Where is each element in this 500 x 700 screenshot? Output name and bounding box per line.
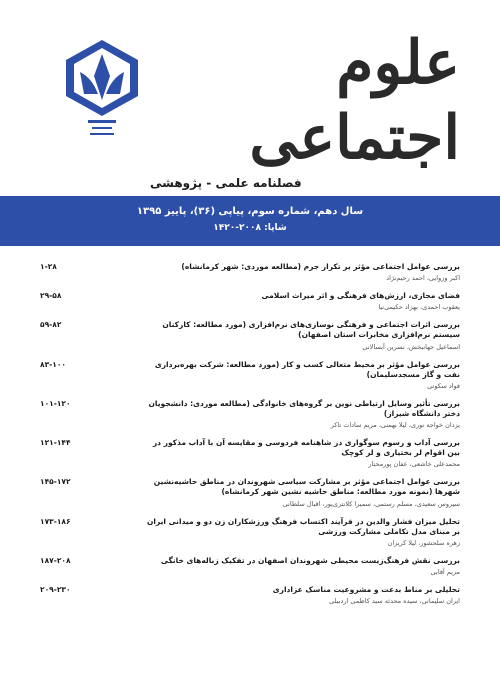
toc-title: بررسی عوامل مؤثر بر محیط متعالی کسب و کار (مورد مطالعه: شرکت بهره‌برداری نفت و گاز مسجدسلیمان) bbox=[154, 359, 460, 379]
table-of-contents bbox=[40, 262, 460, 614]
toc-pages: ۱۴۵-۱۷۲ bbox=[40, 477, 71, 487]
toc-title: بررسی آداب و رسوم سوگواری در شاهنامه فردوسی و مقایسه آن با آداب مذکور در بین اقوام لر بختیاری و لر کوچک bbox=[152, 438, 460, 458]
toc-pages: ۸۳-۱۰۰ bbox=[40, 359, 67, 369]
toc-title: تحلیلی بر مناط بدعت و مشروعیت مناسک عزاداری bbox=[272, 584, 460, 594]
toc-authors: یزدان خواجه نوری، لیلا بهمنی، مریم سادات تاکر bbox=[330, 421, 460, 429]
toc-authors: محمدعلی خاشعی، عفان پورمختار bbox=[368, 460, 460, 469]
toc-title: تحلیل میزان فشار والدین در فرآیند اکتساب فرهنگ ورزشکاران زن دو و میدانی ایران بر مبنای مدل تکاملی مشارکت ورزشی bbox=[146, 516, 460, 536]
toc-authors: اکبر وزوایی، احمد رحیم‌نژاد bbox=[386, 274, 460, 283]
toc-entry bbox=[40, 320, 460, 350]
toc-pages: ۱۸۷-۲۰۸ bbox=[40, 555, 71, 565]
toc-title: فضای مجازی، ارزش‌های فرهنگی و اثر میراث اسلامی bbox=[261, 291, 460, 301]
toc-entry bbox=[40, 291, 460, 311]
toc-pages: ۱۰۱-۱۲۰ bbox=[40, 398, 71, 408]
cover-header bbox=[0, 0, 500, 205]
journal-subtitle: فصلنامه علمی - پژوهشی bbox=[150, 176, 302, 190]
emblem-caption-line bbox=[92, 127, 112, 129]
toc-pages: ۲۰۹-۲۳۰ bbox=[40, 584, 71, 594]
toc-authors: اسماعیل جهانبخش، نسرین آبسالانی bbox=[362, 342, 460, 351]
toc-title: بررسی نقش فرهنگ‌زیست محیطی شهروندان اصفهان در تفکیک زباله‌های خانگی bbox=[160, 555, 460, 565]
toc-title: بررسی تأثیر وسایل ارتباطی نوین بر گروه‌های خانوادگی (مطالعه موردی: دانشجویان دختر دانشگاه شیراز) bbox=[148, 398, 460, 418]
toc-authors: مریم آقایی bbox=[430, 567, 460, 576]
toc-authors: یعقوب احمدی، بهزاد حکیمی‌نیا bbox=[378, 303, 460, 312]
emblem-caption-line bbox=[90, 133, 114, 135]
toc-authors: سیروس سعیدی، مسلم رستمی، سمیرا کلانتری‌پور، اقبال سلطانی bbox=[282, 499, 460, 508]
toc-entry bbox=[40, 262, 460, 282]
toc-entry bbox=[40, 399, 460, 429]
toc-entry bbox=[40, 438, 460, 468]
issue-band bbox=[0, 196, 500, 246]
toc-pages: ۱-۲۸ bbox=[40, 262, 57, 271]
toc-pages: ۱۷۳-۱۸۶ bbox=[40, 516, 71, 526]
issue-line: سال دهم، شماره سوم، پیاپی (۳۶)، پاییز ۱۳۹۵ bbox=[136, 206, 364, 217]
toc-authors: فواد سکوتی bbox=[427, 381, 460, 390]
toc-entry bbox=[40, 556, 460, 576]
toc-entry bbox=[40, 360, 460, 390]
toc-title: بررسی اثرات اجتماعی و فرهنگی نوسازی‌های نرم‌افزاری (مورد مطالعه: کارکنان سیستم نرم‌افزاری مخابرات استان اصفهان) bbox=[162, 320, 460, 340]
toc-authors: زهره سلحشور، لیلا کریزان bbox=[387, 538, 460, 547]
toc-entry bbox=[40, 585, 460, 605]
issn-line: شاپا: ۲۰۰۸-۱۴۲۰ bbox=[213, 223, 287, 233]
toc-pages: ۲۹-۵۸ bbox=[40, 291, 62, 301]
toc-pages: ۱۲۱-۱۴۴ bbox=[40, 438, 71, 447]
toc-title: بررسی عوامل اجتماعی مؤثر بر مشارکت سیاسی شهروندان در مناطق حاشیه‌نشین شهرها (نمونه مورد مطالعه: مناطق حاشیه نشین شهر کرمانشاه) bbox=[153, 477, 460, 497]
toc-entry bbox=[40, 477, 460, 507]
toc-authors: ایران سلیمانی، سیده محدثه سید کاظمی اردبیلی bbox=[329, 597, 460, 605]
toc-title: بررسی عوامل اجتماعی مؤثر بر تکرار جرم (مطالعه موردی: شهر کرمانشاه) bbox=[181, 262, 460, 271]
journal-title: علوم اجتماعی bbox=[249, 28, 460, 173]
emblem-caption-line bbox=[88, 120, 116, 123]
toc-entry bbox=[40, 517, 460, 547]
toc-pages: ۵۹-۸۲ bbox=[40, 320, 62, 330]
university-emblem-icon bbox=[62, 38, 142, 148]
